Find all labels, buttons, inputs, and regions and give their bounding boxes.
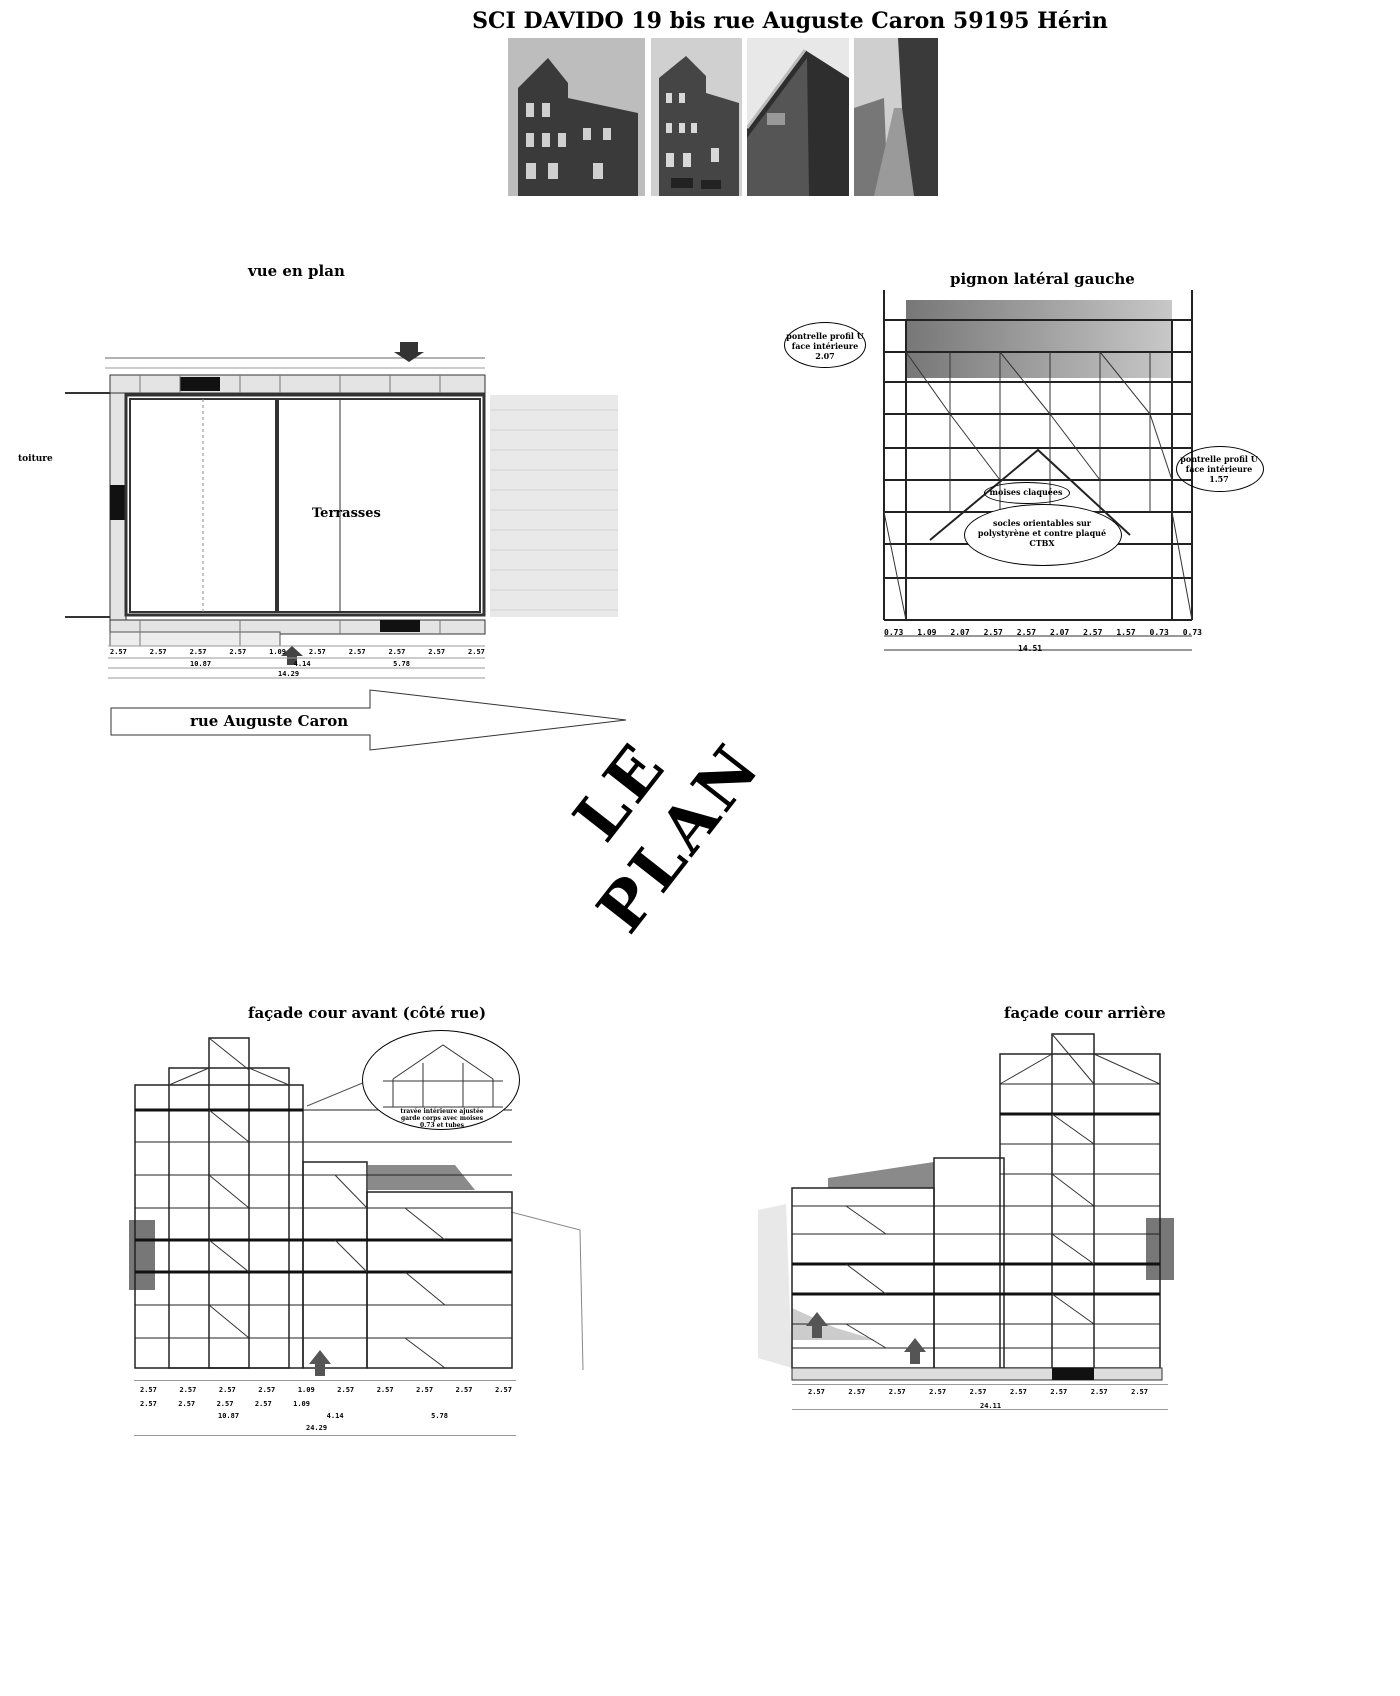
rear-dims: 2.57 2.57 2.57 2.57 2.57 2.57 2.57 2.57 2.57 bbox=[808, 1388, 1148, 1396]
photo-facade-1 bbox=[508, 38, 645, 196]
facade-front-label: façade cour avant (côté rue) bbox=[248, 1004, 487, 1022]
plan-side-label: toiture bbox=[18, 454, 53, 464]
gable-left-label: pignon latéral gauche bbox=[950, 270, 1135, 288]
plan-dims-row2: 10.87 4.14 5.78 bbox=[190, 660, 410, 668]
gable-dims: 0.73 1.09 2.07 2.57 2.57 2.07 2.57 1.57 0.73 0.73 bbox=[884, 628, 1202, 637]
front-total: 24.29 bbox=[306, 1424, 328, 1432]
facade-rear-drawing bbox=[756, 1028, 1186, 1388]
plan-view-label: vue en plan bbox=[248, 262, 345, 280]
plan-view-drawing bbox=[0, 340, 640, 760]
plan-center-label: Terrasses bbox=[312, 506, 381, 521]
facade-front-drawing bbox=[125, 1030, 595, 1380]
photo-facade-2 bbox=[651, 38, 742, 196]
le-plan-label: LE PLAN bbox=[559, 728, 776, 947]
front-dims-row2: 2.57 2.57 2.57 2.57 1.09 bbox=[140, 1400, 310, 1408]
facade-front-callout-text: travée intérieure ajustée garde corps avec moises 0.73 et tubes bbox=[400, 1108, 484, 1129]
photo-roof bbox=[747, 38, 849, 196]
moises-label: moises claquées bbox=[989, 487, 1063, 497]
plan-dims-total: 14.29 bbox=[278, 670, 300, 678]
callout-right-text: pontrelle profil U face intérieure 1.57 bbox=[1180, 454, 1258, 484]
front-dims-row3: 10.87 4.14 5.78 bbox=[218, 1412, 448, 1420]
front-dims-row1: 2.57 2.57 2.57 2.57 1.09 2.57 2.57 2.57 2.57 2.57 bbox=[140, 1386, 512, 1394]
facade-rear-label: façade cour arrière bbox=[1004, 1004, 1166, 1022]
street-label: rue Auguste Caron bbox=[190, 712, 349, 730]
rear-dim-lines bbox=[792, 1384, 1168, 1410]
photo-courtyard bbox=[854, 38, 938, 196]
callout-left-text: pontrelle profil U face intérieure 2.07 bbox=[786, 331, 864, 361]
page-title: SCI DAVIDO 19 bis rue Auguste Caron 59195 Hérin bbox=[472, 8, 1108, 34]
front-dim-lines bbox=[134, 1380, 516, 1436]
rear-total: 24.11 bbox=[980, 1402, 1002, 1410]
socles-label: socles orientables sur polystyrène et contre plaqué CTBX bbox=[977, 518, 1107, 548]
gable-total: 14.51 bbox=[1018, 644, 1043, 653]
plan-dims-row1: 2.57 2.57 2.57 2.57 1.09 2.57 2.57 2.57 2.57 2.57 bbox=[110, 648, 485, 656]
